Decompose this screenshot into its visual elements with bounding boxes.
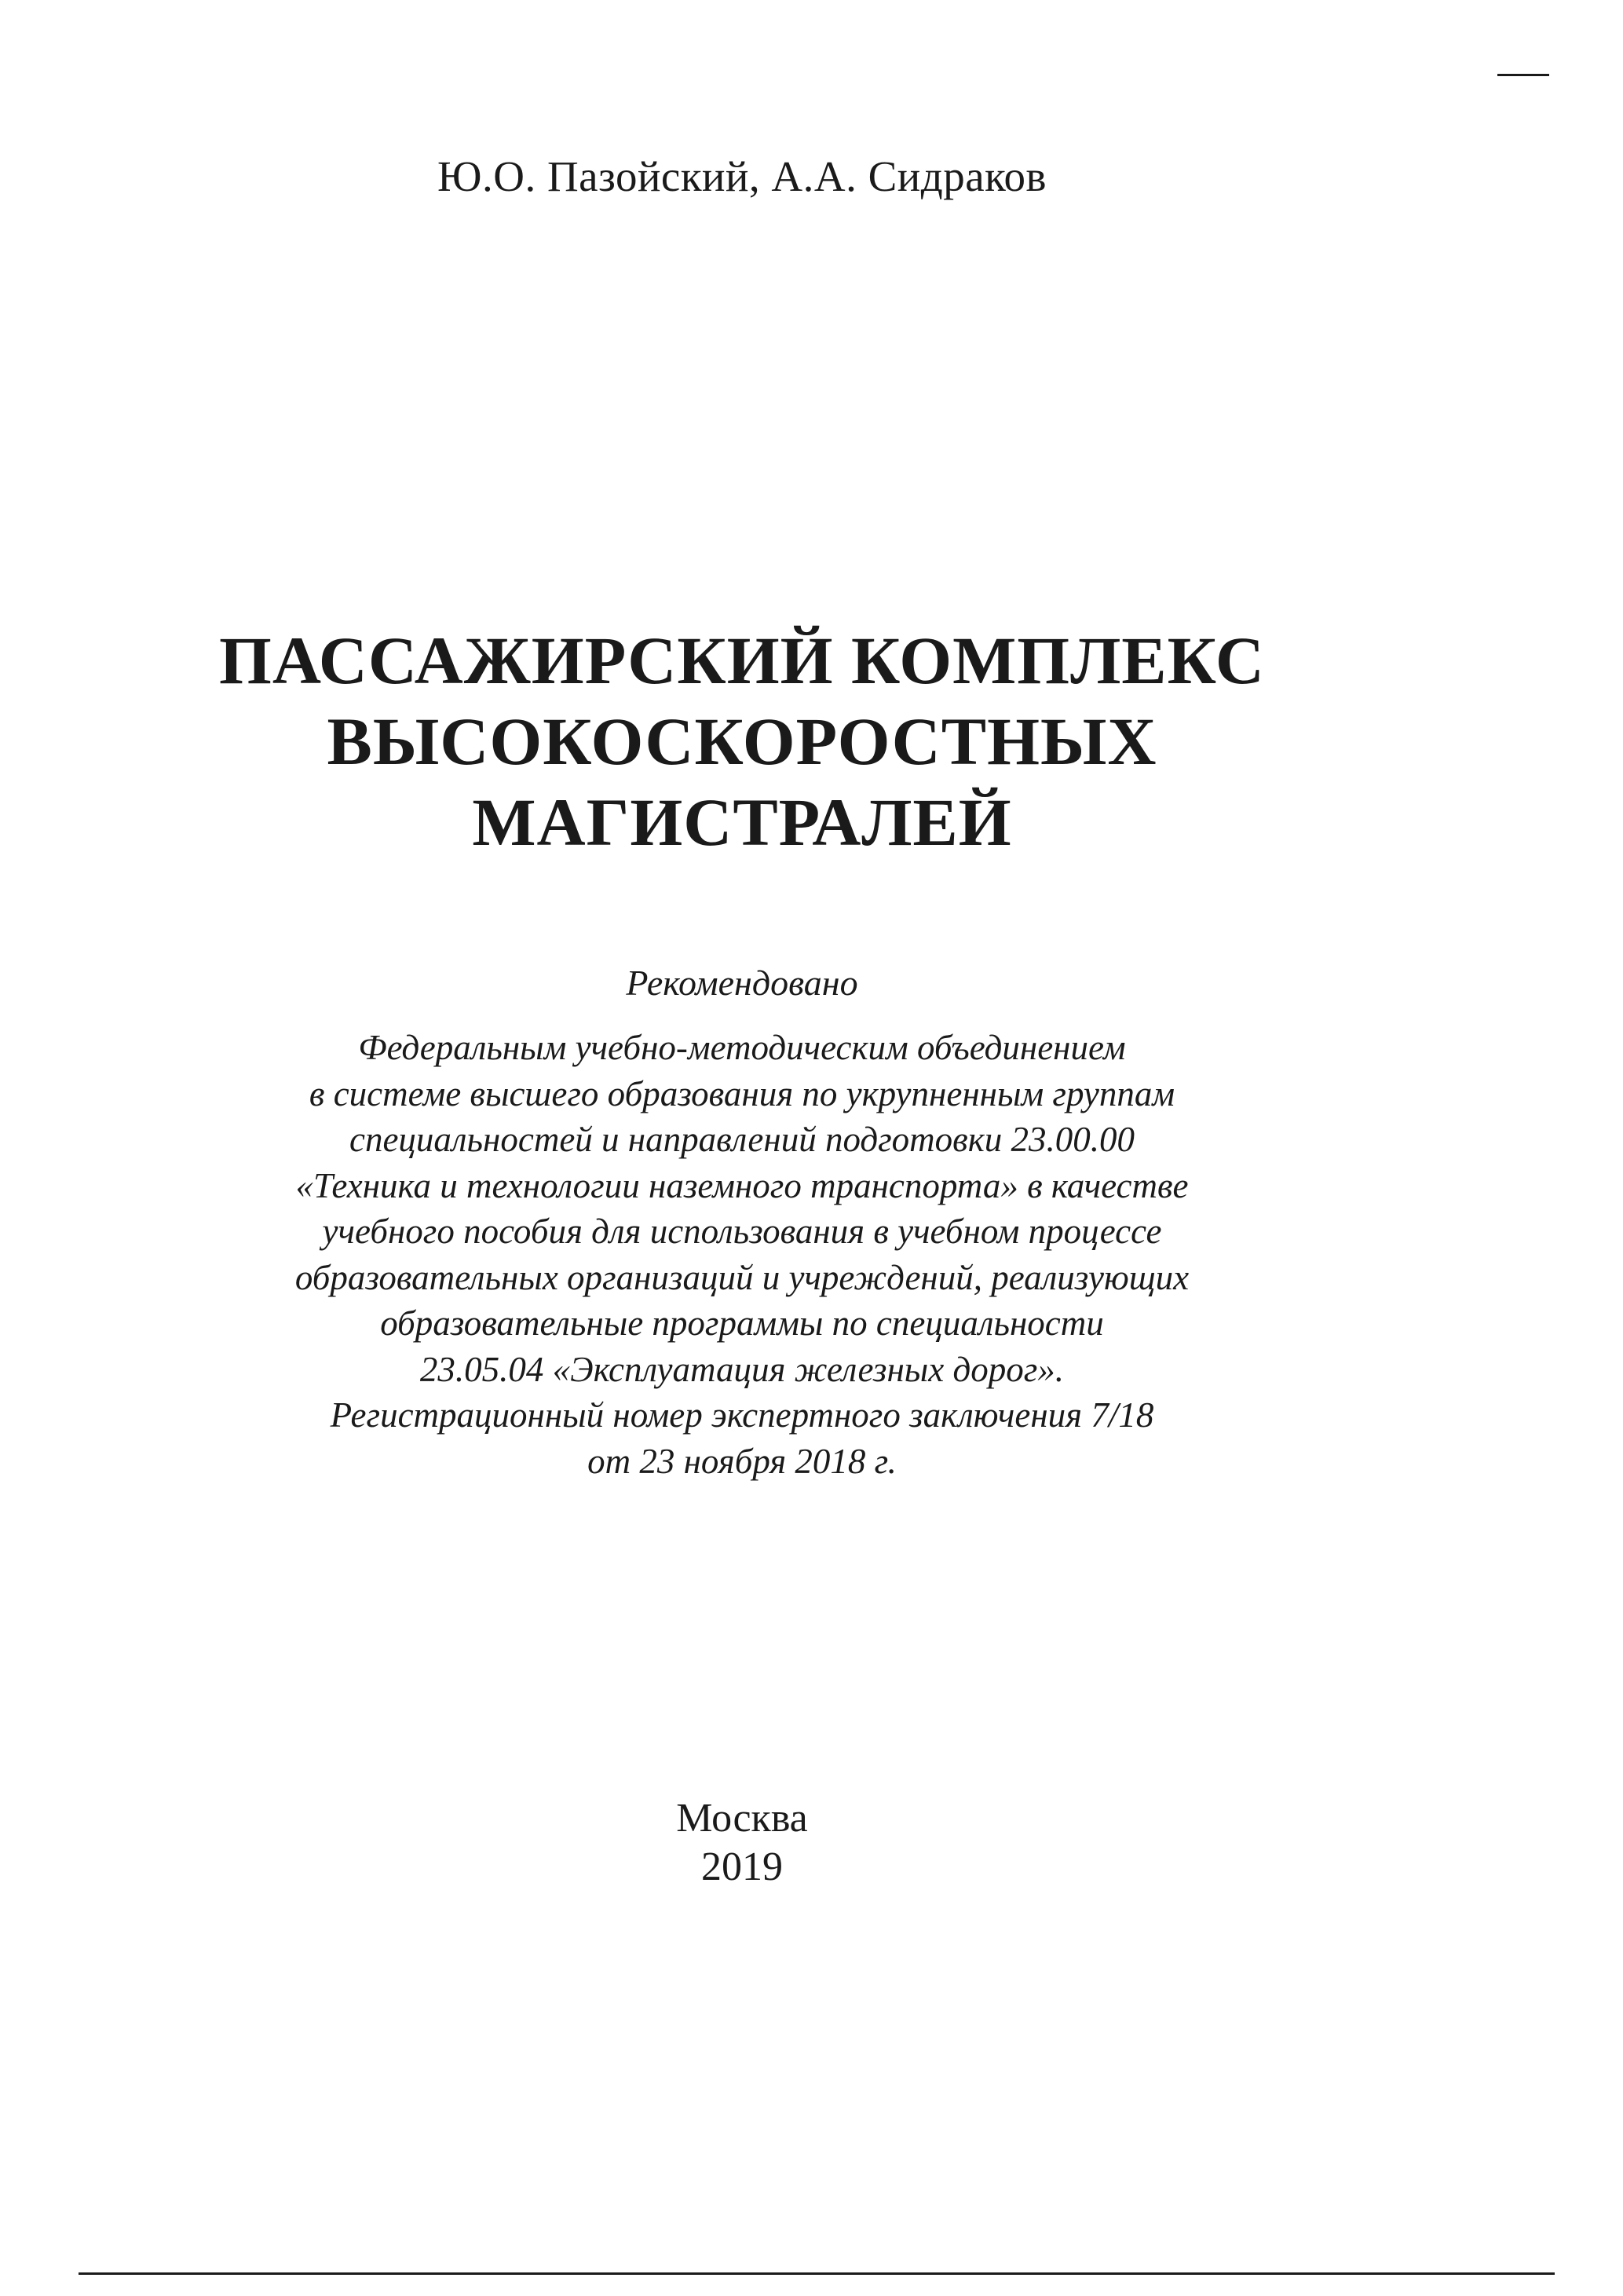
recommendation-line: «Техника и технологии наземного транспорта» в качестве xyxy=(295,1165,1189,1205)
recommendation-line: Регистрационный номер экспертного заключения 7/18 xyxy=(330,1395,1154,1435)
recommendation-line: образовательных организаций и учреждений, реализующих xyxy=(294,1257,1190,1297)
title-line: МАГИСТРАЛЕЙ xyxy=(472,784,1012,860)
recommendation-line: образовательные программы по специальности xyxy=(380,1303,1104,1343)
recommendation-line: в системе высшего образования по укрупненным группам xyxy=(309,1073,1175,1113)
bottom-rule xyxy=(79,2272,1555,2275)
recommendation-line: Федеральным учебно-методическим объединением xyxy=(358,1028,1126,1067)
recommendation-line: учебного пособия для использования в учебном процессе xyxy=(322,1212,1162,1251)
recommendation-heading: Рекомендовано xyxy=(626,963,858,1003)
top-corner-mark xyxy=(1497,74,1549,76)
book-title xyxy=(0,620,1484,863)
publication-year: 2019 xyxy=(701,1844,783,1889)
recommendation-line: от 23 ноября 2018 г. xyxy=(587,1441,897,1481)
authors: Ю.О. Пазойский, А.А. Сидраков xyxy=(437,152,1047,200)
title-line: ПАССАЖИРСКИЙ КОМПЛЕКС xyxy=(219,623,1265,698)
recommendation-line: специальностей и направлений подготовки 23.00.00 xyxy=(349,1120,1135,1159)
recommendation-text xyxy=(0,1025,1484,1484)
recommendation-line: 23.05.04 «Эксплуатация железных дорог». xyxy=(419,1349,1065,1389)
title-line: ВЫСОКОСКОРОСТНЫХ xyxy=(327,704,1157,779)
publication-city: Москва xyxy=(676,1796,808,1841)
